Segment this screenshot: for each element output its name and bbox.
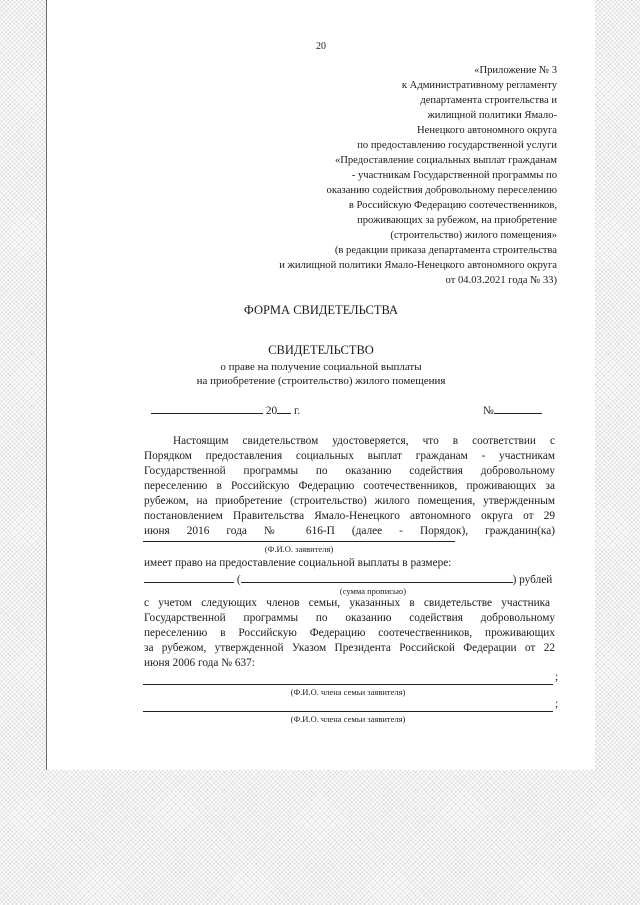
document-page [46, 0, 595, 770]
appendix-line: в Российскую Федерацию соотечественников, [348, 200, 557, 211]
family-member-caption: (Ф.И.О. члена семьи заявителя) [290, 714, 406, 724]
family-line: Государственной программы по оказанию содействия добровольному [144, 612, 555, 624]
body-line: рубежом, на приобретение (строительство) жилого помещения, утвержденным [144, 495, 555, 507]
sum-words-blank [241, 572, 513, 583]
body-line: Порядком предоставления социальных выплат гражданам - участникам [144, 450, 555, 462]
semicolon: ; [555, 671, 559, 683]
family-line: переселению в Российскую Федерацию соотечественников, проживающих [144, 627, 555, 639]
sum-caption: (сумма прописью) [339, 586, 407, 596]
certificate-subtitle: на приобретение (строительство) жилого помещения [196, 375, 446, 387]
appendix-line: проживающих за рубежом, на приобретение [357, 215, 557, 226]
family-member-caption: (Ф.И.О. члена семьи заявителя) [290, 687, 406, 697]
appendix-line: оказанию содействия добровольному переселению [326, 185, 557, 196]
entitled-text: имеет право на предоставление социальной выплаты в размере: [144, 557, 452, 569]
appendix-header [279, 63, 557, 288]
appendix-line: Ненецкого автономного округа [417, 125, 557, 136]
appendix-line: (в редакции приказа департамента строительства [334, 245, 557, 256]
appendix-line: департамента строительства и [420, 95, 557, 106]
body-line: переселению в Российскую Федерацию соотечественников, проживающих за [144, 480, 555, 492]
appendix-line: к Административному регламенту [401, 80, 557, 91]
number-label: № [483, 405, 494, 417]
body-line: постановлением Правительства Ямало-Ненецкого автономного округа от 29 [144, 510, 555, 522]
semicolon: ; [555, 698, 559, 710]
sum-field [144, 572, 552, 586]
sum-open-paren: ( [236, 574, 241, 586]
appendix-line: жилищной политики Ямало- [427, 110, 557, 121]
appendix-line: «Приложение № 3 [474, 65, 557, 76]
number-blank [494, 403, 542, 414]
applicant-caption: (Ф.И.О. заявителя) [264, 544, 334, 554]
appendix-line: «Предоставление социальных выплат гражданам [334, 155, 557, 166]
sum-number-blank [144, 572, 234, 583]
appendix-line: и жилищной политики Ямало-Ненецкого автономного округа [279, 260, 557, 271]
family-member-line [143, 684, 553, 685]
certificate-number [483, 403, 542, 417]
certificate-title: СВИДЕТЕЛЬСТВО [268, 343, 374, 357]
appendix-line: по предоставлению государственной услуги [357, 140, 557, 151]
family-member-line [143, 711, 553, 712]
certificate-subtitle: о праве на получение социальной выплаты [220, 361, 422, 373]
date-suffix: г. [293, 405, 301, 417]
applicant-name-line [143, 541, 455, 542]
date-field [151, 403, 300, 417]
appendix-line: от 04.03.2021 года № 33) [445, 275, 557, 286]
body-line: Государственной программы по оказанию содействия добровольному [144, 465, 555, 477]
family-line: июня 2006 года № 637: [144, 657, 255, 669]
body-line: июня 2016 года № 616-П (далее - Порядок), гражданин(ка) [144, 525, 555, 537]
body-line: Настоящим свидетельством удостоверяется, что в соответствии с [173, 435, 555, 447]
appendix-line: - участникам Государственной программы по [351, 170, 557, 181]
appendix-line: (строительство) жилого помещения» [390, 230, 557, 241]
page-number: 20 [316, 41, 326, 52]
form-title: ФОРМА СВИДЕТЕЛЬСТВА [243, 303, 399, 317]
date-day-blank [151, 403, 263, 414]
family-line: за рубежом, утвержденной Указом Президента Российской Федерации от 22 [144, 642, 555, 654]
family-line: с учетом следующих членов семьи, указанных в свидетельстве участника [144, 597, 550, 609]
date-year-blank [277, 403, 291, 414]
date-year: 20 [265, 405, 278, 417]
rubles-label: ) рублей [512, 574, 553, 586]
